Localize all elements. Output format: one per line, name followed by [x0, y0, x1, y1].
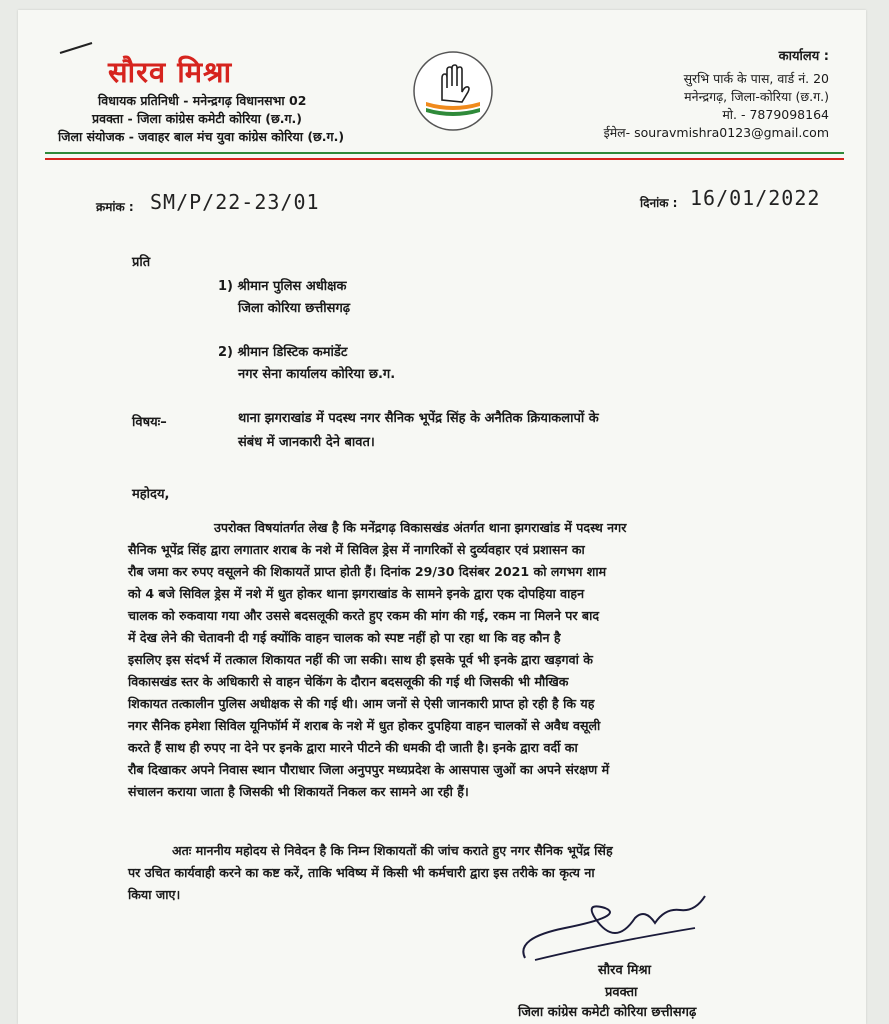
header-divider-red [45, 158, 844, 160]
office-label: कार्यालय : [778, 49, 829, 64]
subject-line: थाना झगराखांड में पदस्थ नगर सैनिक भूपेंद्र सिंह के अनैतिक क्रियाकलापों के [238, 411, 599, 426]
paragraph-line: में देख लेने की चेतावनी दी गई क्योंकि वाहन चालक को स्पष्ट नहीं हो पा रहा था कि वह कौन है [128, 630, 561, 645]
paragraph-line: को 4 बजे सिविल ड्रेस में नशे में धुत होकर थाना झगराखांड के सामने इनके द्वारा एक दोपहिया वाहन [128, 586, 585, 601]
signatory-role: प्रवक्ता [605, 985, 638, 1000]
sender-name: सौरव मिश्रा [108, 55, 233, 89]
recipient-1-place: जिला कोरिया छत्तीसगढ़ [238, 301, 351, 316]
office-email: ईमेल- souravmishra0123@gmail.com [603, 125, 829, 140]
ref-label: क्रमांक : [96, 200, 134, 214]
paragraph-line: इसलिए इस संदर्भ में तत्काल शिकायत नहीं की जा सकी। साथ ही इसके पूर्व भी इनके द्वारा खड़गवां के [128, 652, 593, 667]
paragraph-line: विकासखंड स्तर के अधिकारी से वाहन चेकिंग के दौरान बदसलूकी की गई थी जिसकी भी मौखिक [128, 674, 569, 689]
recipient-1-title: 1) श्रीमान पुलिस अधीक्षक [218, 279, 347, 294]
date-label: दिनांक : [640, 196, 678, 210]
designation-line: प्रवक्ता - जिला कांग्रेस कमेटी कोरिया (छ.ग.) [92, 111, 302, 126]
paragraph-line: रौब दिखाकर अपने निवास स्थान पौराधार जिला अनुपपुर मध्यप्रदेश के आसपास जुओं का अपने संरक्षण में [128, 762, 610, 777]
congress-hand-logo [412, 50, 494, 132]
paragraph-line: सैनिक भूपेंद्र सिंह द्वारा लगातार शराब के नशे में सिविल ड्रेस में नागरिकों से दुर्व्यवहार एवं प्रशासन का [128, 542, 585, 557]
date-value: 16/01/2022 [690, 186, 821, 210]
to-label: प्रति [132, 255, 151, 270]
paragraph-line: नगर सैनिक हमेशा सिविल यूनिफॉर्म में शराब के नशे में धुत होकर दुपहिया वाहन चालकों से अवैध वसूली [128, 718, 601, 733]
paragraph-line: पर उचित कार्यवाही करने का कष्ट करें, ताकि भविष्य में किसी भी कर्मचारी द्वारा इस तरीके का कृत्य ना [128, 865, 595, 880]
signatory-org: जिला कांग्रेस कमेटी कोरिया छत्तीसगढ़ [518, 1005, 697, 1020]
paragraph-line: रौब जमा कर रुपए वसूलने की शिकायतें प्राप्त होती हैं। दिनांक 29/30 दिसंबर 2021 को लगभग शाम [128, 564, 607, 579]
recipient-2-title: 2) श्रीमान डिस्टिक कमांडेंट [218, 345, 348, 360]
paragraph-line: संचालन कराया जाता है जिसकी भी शिकायतें निकल कर सामने आ रही हैं। [128, 784, 469, 799]
ref-number: SM/P/22-23/01 [150, 190, 320, 214]
designation-line: विधायक प्रतिनिधी - मनेन्द्रगढ़ विधानसभा 02 [98, 93, 307, 108]
paragraph-line: शिकायत तत्कालीन पुलिस अधीक्षक से की गई थी। आम जनों से ऐसी जानकारी प्राप्त हो रही है कि यह [128, 696, 595, 711]
paragraph-line: उपरोक्त विषयांतर्गत लेख है कि मनेंद्रगढ़ विकासखंड अंतर्गत थाना झगराखांड में पदस्थ नगर [214, 520, 627, 535]
paragraph-line: चालक को रुकवाया गया और उससे बदसलूकी करते हुए रकम की मांग की गई, रकम ना मिलने पर बाद [128, 608, 600, 623]
header-divider-green [45, 152, 844, 154]
salutation: महोदय, [132, 487, 170, 502]
pen-mark [58, 40, 94, 59]
office-address-line: सुरभि पार्क के पास, वार्ड नं. 20 [683, 71, 829, 86]
paragraph-line: किया जाए। [128, 887, 181, 902]
subject-label: विषयः– [132, 415, 167, 430]
office-phone: मो. - 7879098164 [722, 107, 829, 122]
subject-line: संबंध में जानकारी देने बावत। [238, 435, 375, 450]
paragraph-line: करते हैं साथ ही रुपए ना देने पर इनके द्वारा मारने पीटने की धमकी दी जाती है। इनके द्वारा वर्दी का [128, 740, 578, 755]
designation-line: जिला संयोजक - जवाहर बाल मंच युवा कांग्रेस कोरिया (छ.ग.) [58, 129, 345, 144]
recipient-2-place: नगर सेना कार्यालय कोरिया छ.ग. [238, 367, 396, 382]
signatory-name: सौरव मिश्रा [598, 963, 651, 978]
paragraph-line: अतः माननीय महोदय से निवेदन है कि निम्न शिकायतों की जांच कराते हुए नगर सैनिक भूपेंद्र सिंह [172, 843, 613, 858]
office-address-line: मनेन्द्रगढ़, जिला-कोरिया (छ.ग.) [684, 89, 829, 104]
